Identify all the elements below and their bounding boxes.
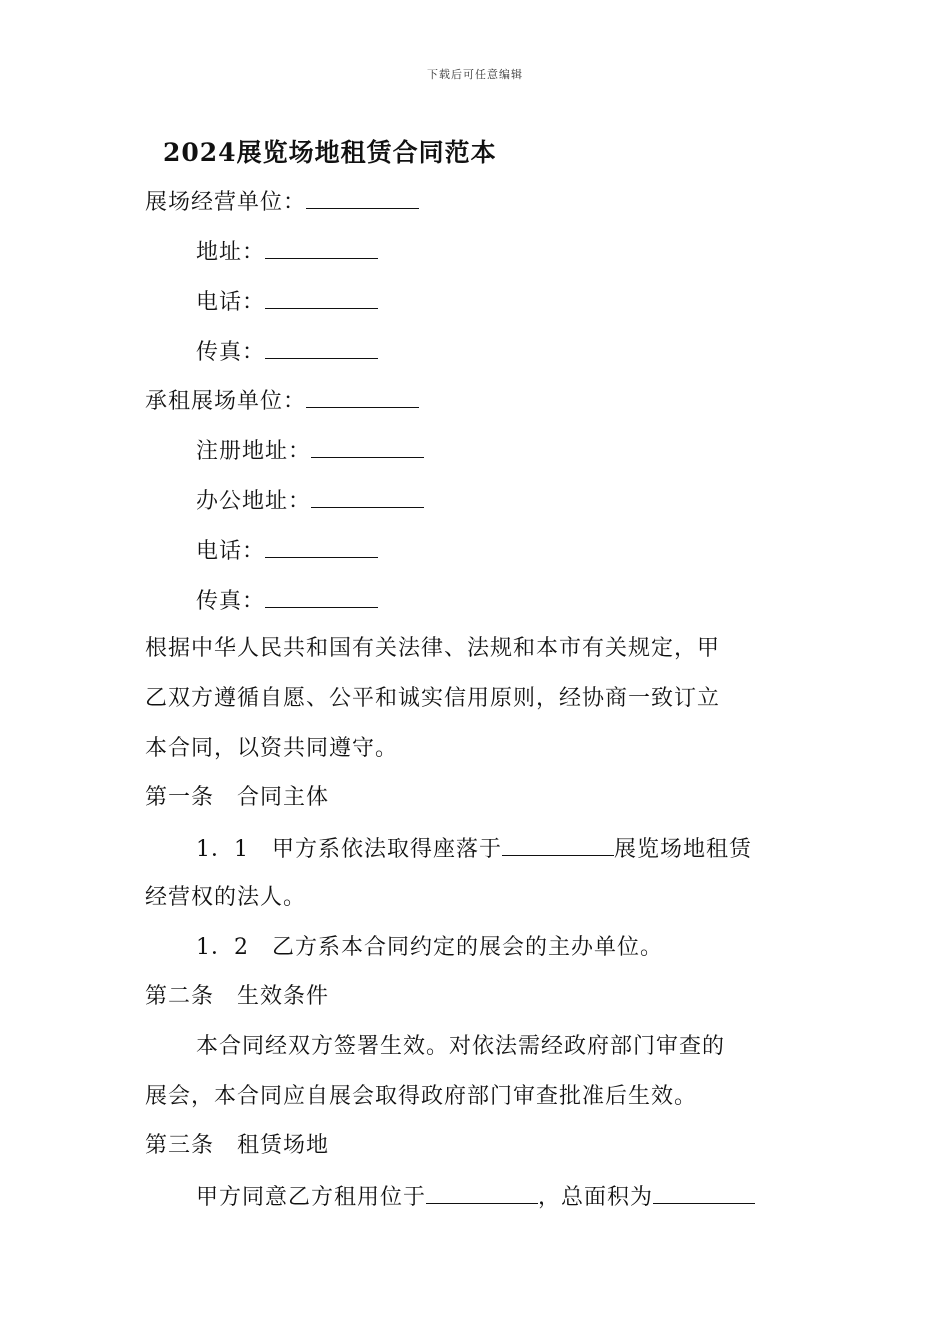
party-b-office-address-line bbox=[196, 485, 424, 517]
party-a-blank[interactable] bbox=[306, 186, 419, 209]
party-b-phone-blank[interactable] bbox=[265, 535, 378, 558]
article-2-body-line-1: 本合同经双方签署生效。对依法需经政府部门审查的 bbox=[196, 1034, 726, 1059]
party-b-reg-address-line bbox=[196, 435, 424, 467]
location-blank[interactable] bbox=[502, 833, 614, 856]
article-1-heading: 第一条 合同主体 bbox=[145, 785, 330, 810]
venue-location-blank[interactable] bbox=[426, 1181, 538, 1204]
clause-1-1-suffix: 展览场地租赁 bbox=[614, 837, 753, 862]
clause-1-1-prefix: 1．1 甲方系依法取得座落于 bbox=[196, 837, 502, 862]
article-3-prefix: 甲方同意乙方租用位于 bbox=[196, 1185, 427, 1210]
party-a-label: 展场经营单位： bbox=[145, 190, 307, 215]
party-a-fax-label: 传真： bbox=[196, 340, 266, 365]
article-3-heading: 第三条 租赁场地 bbox=[145, 1133, 330, 1158]
party-a-fax-line bbox=[196, 336, 378, 368]
party-a-address-line bbox=[196, 236, 378, 268]
party-a-phone-label: 电话： bbox=[196, 290, 266, 315]
party-b-line bbox=[145, 385, 419, 417]
article-1-clause-2: 1．2 乙方系本合同约定的展会的主办单位。 bbox=[196, 935, 663, 960]
preamble-line-1: 根据中华人民共和国有关法律、法规和本市有关规定，甲 bbox=[145, 636, 721, 661]
party-b-blank[interactable] bbox=[306, 385, 419, 408]
party-a-phone-line bbox=[196, 286, 378, 318]
party-b-reg-address-label: 注册地址： bbox=[196, 439, 312, 464]
party-b-fax-line bbox=[196, 585, 378, 617]
party-a-line bbox=[145, 186, 419, 218]
party-b-phone-label: 电话： bbox=[196, 539, 266, 564]
article-2-body-line-2: 展会，本合同应自展会取得政府部门审查批准后生效。 bbox=[145, 1084, 698, 1109]
article-2-heading: 第二条 生效条件 bbox=[145, 984, 330, 1009]
party-a-fax-blank[interactable] bbox=[265, 336, 378, 359]
article-3-mid: ，总面积为 bbox=[538, 1185, 654, 1210]
article-1-clause-1 bbox=[196, 833, 752, 865]
party-b-office-address-label: 办公地址： bbox=[196, 489, 312, 514]
preamble-line-2: 乙双方遵循自愿、公平和诚实信用原则，经协商一致订立 bbox=[145, 686, 721, 711]
document-title: 2024展览场地租赁合同范本 bbox=[163, 138, 497, 167]
party-b-label: 承租展场单位： bbox=[145, 389, 307, 414]
party-b-fax-label: 传真： bbox=[196, 589, 266, 614]
header-note: 下载后可任意编辑 bbox=[427, 68, 523, 81]
preamble-line-3: 本合同，以资共同遵守。 bbox=[145, 736, 399, 761]
party-b-fax-blank[interactable] bbox=[265, 585, 378, 608]
party-a-address-label: 地址： bbox=[196, 240, 266, 265]
total-area-blank[interactable] bbox=[653, 1181, 755, 1204]
party-b-phone-line bbox=[196, 535, 378, 567]
party-a-address-blank[interactable] bbox=[265, 236, 378, 259]
party-a-phone-blank[interactable] bbox=[265, 286, 378, 309]
party-b-office-address-blank[interactable] bbox=[311, 485, 424, 508]
party-b-reg-address-blank[interactable] bbox=[311, 435, 424, 458]
article-1-clause-1-cont: 经营权的法人。 bbox=[145, 885, 307, 910]
article-3-body-line-1 bbox=[196, 1181, 755, 1213]
